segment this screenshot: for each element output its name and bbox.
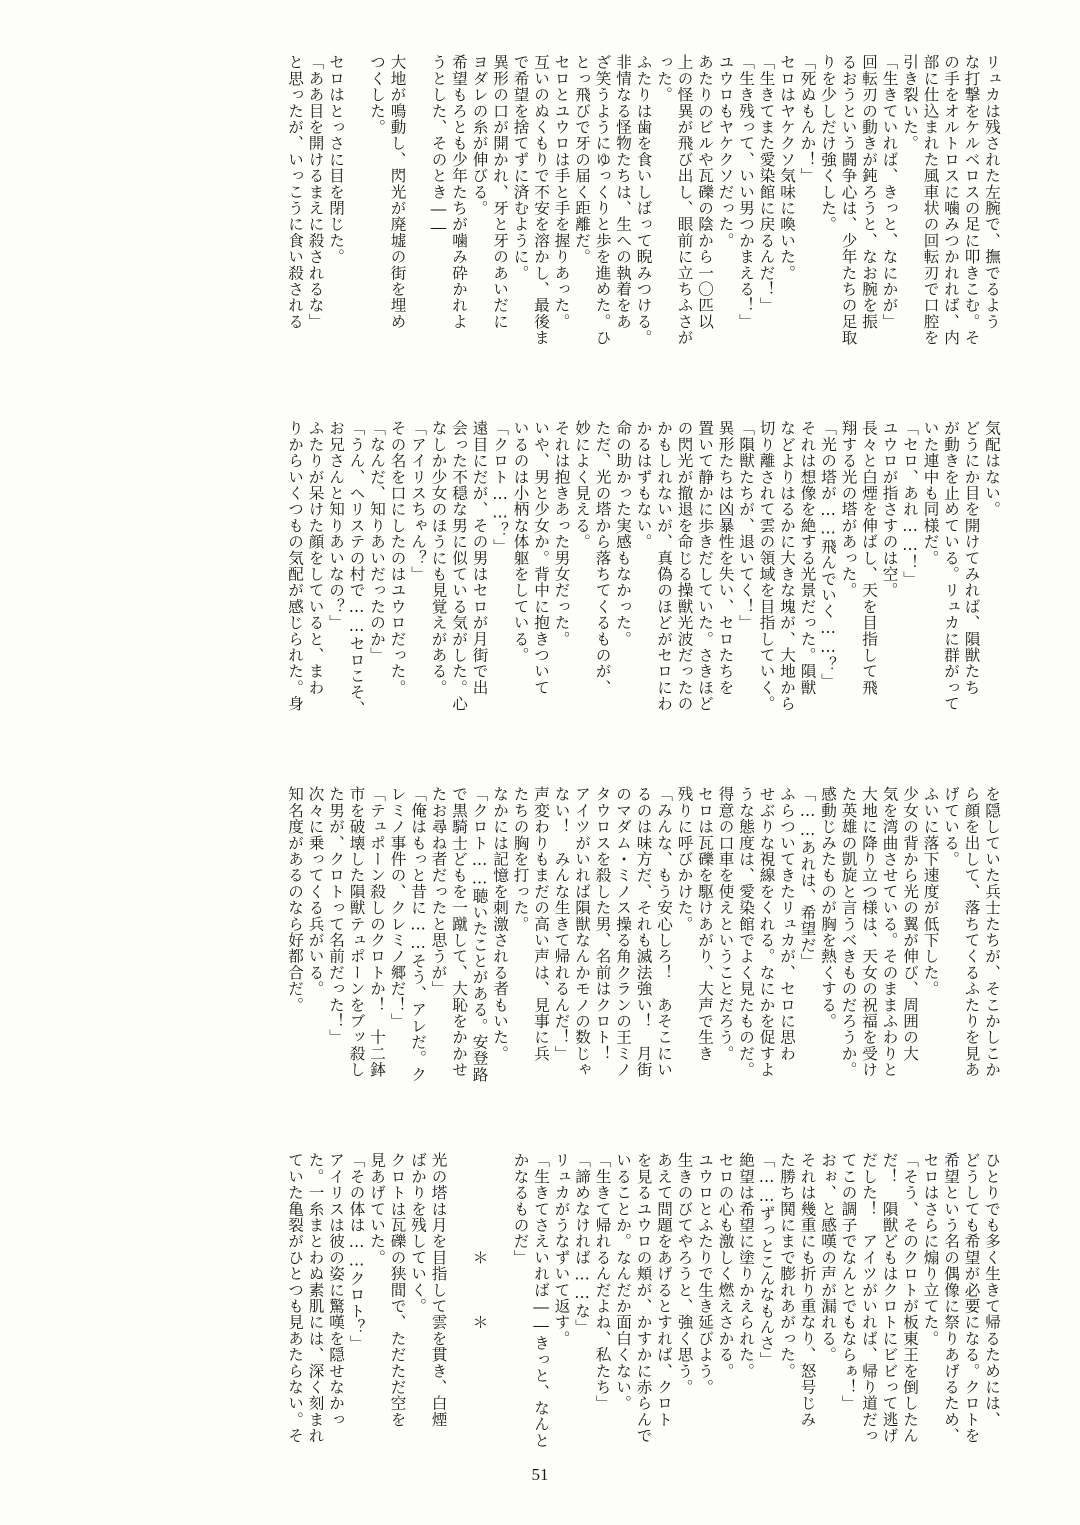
text-line: おぉ、と感嘆の声が漏れる。 — [819, 1152, 837, 1363]
text-line: 異形の口が開かれ、牙と牙のあいだに — [491, 54, 509, 330]
text-line: の手をオルトロスに噛みつかれれば、内 — [942, 54, 960, 346]
text-block-4 — [285, 1152, 1003, 1468]
text-line: かもしれないが、真偽のほどがセロにわ — [655, 420, 673, 712]
text-line: ただ、光の塔から落ちてくるものが、 — [593, 420, 612, 696]
text-line: せぶりな視線をくれる。なにかを促すよ — [757, 786, 776, 1078]
text-line: 希望もろとも少年たちが噛み砕かれよ — [450, 54, 468, 330]
text-line: 声変わりもまだの高い声は、見事に兵 — [532, 786, 550, 1062]
text-line: 大地が鳴動し、閃光が廃墟の街を埋め — [388, 54, 407, 330]
text-line: セロはヤケクソ気味に喚いた。 — [778, 54, 796, 281]
text-line: 希望という名の偶像に祭りあげるため、 — [942, 1152, 960, 1444]
text-line: 「クロト……聴いたことがある。安登路 — [470, 786, 489, 1083]
text-line: セロの心も激しく燃えさかる。 — [716, 1152, 735, 1379]
text-line: セロはさらに煽り立てた。 — [921, 1152, 940, 1347]
text-line: 長々と白煙を伸ばし、天を目指して飛 — [860, 420, 878, 696]
text-line: 「生きていれば、きっと、なにかが」 — [880, 54, 899, 330]
text-line: いることか。なんだか面白くない。 — [614, 1152, 632, 1412]
text-line: なかには記憶を刺激される者もいた。 — [491, 786, 509, 1062]
text-line: ふらついてきたリュカが、セロに思わ — [778, 786, 796, 1062]
text-line: アイツがいれば隕獣なんかモノの数じゃ — [573, 786, 591, 1078]
text-line: ふいに落下速度が低下した。 — [921, 786, 940, 997]
text-line: を見るユウロの頬が、かすかに赤らんで — [634, 1152, 653, 1444]
text-line: を隠していた兵士たちが、そこかしこか — [983, 786, 1001, 1078]
text-line: 「アイリスちゃん？」 — [409, 420, 427, 582]
text-line: 得意の口車を使えということだろう。 — [716, 786, 735, 1062]
text-line: 互いのぬくもりで不安を溶かし、最後ま — [532, 54, 550, 346]
text-line: ていた亀裂がひとつも見あたらない。そ — [286, 1152, 304, 1444]
text-line: などよりはるかに大きな塊が、大地から — [778, 420, 796, 712]
text-line: いるのは小柄な体躯をしている。 — [511, 420, 530, 663]
text-line: 少女の背から光の翼が伸び、周囲の大 — [901, 786, 919, 1062]
text-line: 「みんな、もう安心しろ！ あそこにい — [655, 786, 673, 1078]
text-line: タウロスを殺した男、名前はクロト！ — [593, 786, 612, 1062]
text-line: 「生きてさえいれば――きっと、なんと — [532, 1152, 550, 1449]
text-line: 絶望は希望に塗りかえられた。 — [737, 1152, 755, 1379]
text-line: のマダム・ミノス操る角クランの王ミノ — [614, 786, 632, 1078]
text-line: るのは味方だ、それも滅法強い！ 月街 — [634, 786, 653, 1078]
text-line: レミノ事件の、クレミノ郷だ！」 — [388, 786, 407, 1029]
text-line: つくした。 — [368, 54, 386, 135]
text-line: 大地に降り立つ様は、天女の祝福を受け — [860, 786, 878, 1078]
text-line: その名を口にしたのはユウロだった。 — [388, 420, 407, 696]
text-line: かるはずもない。 — [634, 420, 653, 550]
text-line: ひとりでも多く生きて帰るためには、 — [983, 1152, 1001, 1428]
text-line: ざ笑うようにゆっくりと歩を進めた。ひ — [593, 54, 612, 346]
text-line: たちの胸を打った。 — [511, 786, 530, 932]
text-line: うとした、そのとき―― — [429, 54, 448, 237]
text-line: ふたりが呆けた顔をしていると、まわ — [306, 420, 325, 696]
page-number: 51 — [531, 1465, 549, 1484]
text-line — [449, 1152, 470, 1468]
text-line: 翔する光の塔があった。 — [839, 420, 858, 599]
text-line: かなるものだ」 — [511, 1152, 530, 1266]
text-line: 「諦めなければ……な」 — [573, 1152, 591, 1335]
text-line: いた連中も同様だ。 — [921, 420, 940, 566]
text-line: な打撃をケルベロスの足に叩きこむ。そ — [962, 54, 981, 346]
text-line: てこの調子でなんとでもならぁ！」 — [839, 1152, 858, 1412]
text-line: どうにか目を開けてみれば、隕獣たち — [962, 420, 981, 696]
text-line: だ！ 隕獣どもはクロトにビビって逃げ — [880, 1152, 899, 1444]
text-line: 命の助かった実感もなかった。 — [614, 420, 632, 647]
text-line: 遠目にだが、その男はセロが月街で出 — [470, 420, 489, 696]
text-line: ユウロもヤケクソだった。 — [716, 54, 735, 249]
text-line: 気を湾曲させている。そのままふわりと — [880, 786, 899, 1078]
text-line: 置いて静かに歩きだしていた。さきほど — [696, 420, 714, 712]
text-line: 次々に乗ってくる兵がいる。 — [306, 786, 325, 997]
text-line: なしか少女のほうにも見覚えがある。 — [429, 420, 448, 696]
text-line: ユウロとふたりで生き延びよう。 — [696, 1152, 714, 1395]
text-line: うな態度は、愛染館でよく見たものだ。 — [737, 786, 755, 1078]
text-line: 「クロト……？」 — [491, 420, 509, 555]
text-line: リュカは残された左腕で、撫でるよう — [983, 54, 1001, 330]
text-line: それは抱きあった男女だった。 — [552, 420, 571, 647]
text-line: セロとユウロは手と手を握りあった。 — [552, 54, 571, 330]
text-line: 「テュポーン殺しのクロトか！ 十二鉢 — [368, 786, 386, 1078]
text-line: 「……あれは、希望だ」 — [798, 786, 817, 969]
text-line — [408, 54, 429, 370]
text-line: セロはとっさに目を閉じた。 — [327, 54, 345, 265]
text-line: ふたりは歯を食いしばって睨みつける。 — [634, 54, 653, 346]
text-line: どうしても希望が必要になる。クロトを — [962, 1152, 981, 1444]
text-line: だした！ アイツがいれば、帰り道だっ — [860, 1152, 878, 1444]
text-line: いや、男と少女か。背中に抱きついて — [532, 420, 550, 696]
text-line: 知名度があるのなら好都合だ。 — [286, 786, 304, 1013]
text-line: あたりのビルや瓦礫の陰から一〇匹以 — [696, 54, 714, 330]
text-line: クロトは瓦礫の狭間で、ただただ空を — [388, 1152, 407, 1428]
text-line: 「ああ目を開けるまえに殺されるな」 — [306, 54, 325, 330]
text-line: 異形たちは凶暴性を失い、セロたちを — [716, 420, 735, 696]
text-block-1 — [285, 54, 1003, 370]
text-line: 「生き残って、いい男つかまえる！」 — [737, 54, 755, 330]
text-line: りを少しだけ強くした。 — [819, 54, 837, 233]
text-line: あえて問題をあげるとすれば、クロト — [655, 1152, 673, 1428]
text-line: 「そう、そのクロトが板東王を倒したん — [901, 1152, 919, 1444]
text-line: 部に仕込まれた風車状の回転刃で口腔を — [921, 54, 940, 346]
text-line: 妙によく見える。 — [573, 420, 591, 550]
text-line: ら顔を出して、落ちてくるふたりを見あ — [962, 786, 981, 1078]
text-line: 非情なる怪物たちは、生への執着をあ — [614, 54, 632, 330]
text-line: それは想像を絶する光景だった。隕獣 — [798, 420, 817, 696]
text-line: 残りに呼びかけた。 — [675, 786, 694, 932]
text-line: の閃光が撤退を命じる操獣光波だったの — [675, 420, 694, 712]
text-line: 感動じみたものが胸を熱くする。 — [819, 786, 837, 1029]
text-line: 光の塔は月を目指して雲を貫き、白煙 — [429, 1152, 448, 1428]
text-line: ヨダレの糸が伸びる。 — [470, 54, 489, 216]
text-line: それは幾重にも折り重なり、怒号じみ — [798, 1152, 817, 1428]
text-line — [346, 54, 367, 370]
text-line: 気配はない。 — [983, 420, 1001, 518]
text-line: お兄さんと知りあいなの？」 — [327, 420, 345, 631]
text-line: 「俺はもっと昔に……そう、アレだ。ク — [409, 786, 427, 1083]
text-line: ない！ みんな生きて帰れるんだ！」 — [552, 786, 571, 1062]
text-line: 「……ずっとこんなもんさ」 — [757, 1152, 776, 1368]
text-line: が動きを止めている。リュカに群がって — [942, 420, 960, 712]
text-line: りからいくつもの気配が感じられた。身 — [286, 420, 304, 712]
text-line: 「その体は……クロト？」 — [347, 1152, 366, 1352]
text-line: 見あげていた。 — [368, 1152, 386, 1266]
text-line: 市を破壊した隕獣テュポーンをブッ殺し — [347, 786, 366, 1078]
text-line: 「光の塔が……飛んでいく……？」 — [819, 420, 837, 689]
text-line — [490, 1152, 511, 1468]
text-line: 生きのびてやろうと、強く思う。 — [675, 1152, 694, 1395]
text-line: たお尋ね者だったと思うが」 — [429, 786, 448, 997]
text-line: 「なんだ、知りあいだったのか」 — [368, 420, 386, 663]
text-line: 「生きてまた愛染館に戻るんだ！」 — [757, 54, 776, 314]
text-line: た。一糸まとわぬ素肌には、深く刻まれ — [306, 1152, 325, 1444]
text-line: 「隕獣たちが、退いてく！」 — [737, 420, 755, 631]
text-line: アイリスは彼の姿に驚嘆を隠せなかっ — [327, 1152, 345, 1428]
text-line: と思ったが、いっこうに食い殺される — [286, 54, 304, 330]
text-line: た勝ち鬨にまで膨れあがった。 — [778, 1152, 796, 1379]
text-line: で黒騎士どもを一蹴して、大恥をかかせ — [450, 786, 468, 1078]
text-line: 「セロ、あれ……！」 — [901, 420, 919, 587]
text-line: 「うん、ヘリステの村で……セロこそ、 — [347, 420, 366, 717]
text-line: とっ飛びで牙の届く距離だ。 — [573, 54, 591, 265]
text-line: た男が、クロトって名前だった！」 — [327, 786, 345, 1046]
text-line: 「生きて帰れるんだよね、私たち」 — [593, 1152, 612, 1412]
text-line: 引き裂いた。 — [901, 54, 919, 152]
text-line: た英雄の凱旋と言うべきものだろうか。 — [839, 786, 858, 1078]
text-line: セロは瓦礫を駆けあがり、大声で生き — [696, 786, 714, 1062]
text-line: 「死ぬもんか！」 — [798, 54, 817, 184]
text-line: 切り離されて雲の領域を目指していく。 — [757, 420, 776, 712]
text-line: で希望を捨てずに済むように。 — [511, 54, 530, 281]
text-line: ばかりを残していく。 — [409, 1152, 427, 1314]
text-block-3 — [285, 786, 1003, 1102]
text-block-2 — [285, 420, 1003, 736]
text-line: 会った不穏な男に似ている気がした。心 — [450, 420, 468, 712]
text-line: った。 — [655, 54, 673, 103]
text-line: リュカがうなずいて返す。 — [552, 1152, 571, 1347]
text-line: 上の怪異が飛び出し、眼前に立ちふさが — [675, 54, 694, 346]
text-line: げている。 — [942, 786, 960, 867]
text-line: 回転刃の動きが鈍ろうと、なお腕を振 — [860, 54, 878, 330]
text-line: ＊ ＊ — [470, 1152, 489, 1331]
text-line: ユウロが指さすのは空。 — [880, 420, 899, 599]
text-line: るおうという闘争心は、少年たちの足取 — [839, 54, 858, 346]
